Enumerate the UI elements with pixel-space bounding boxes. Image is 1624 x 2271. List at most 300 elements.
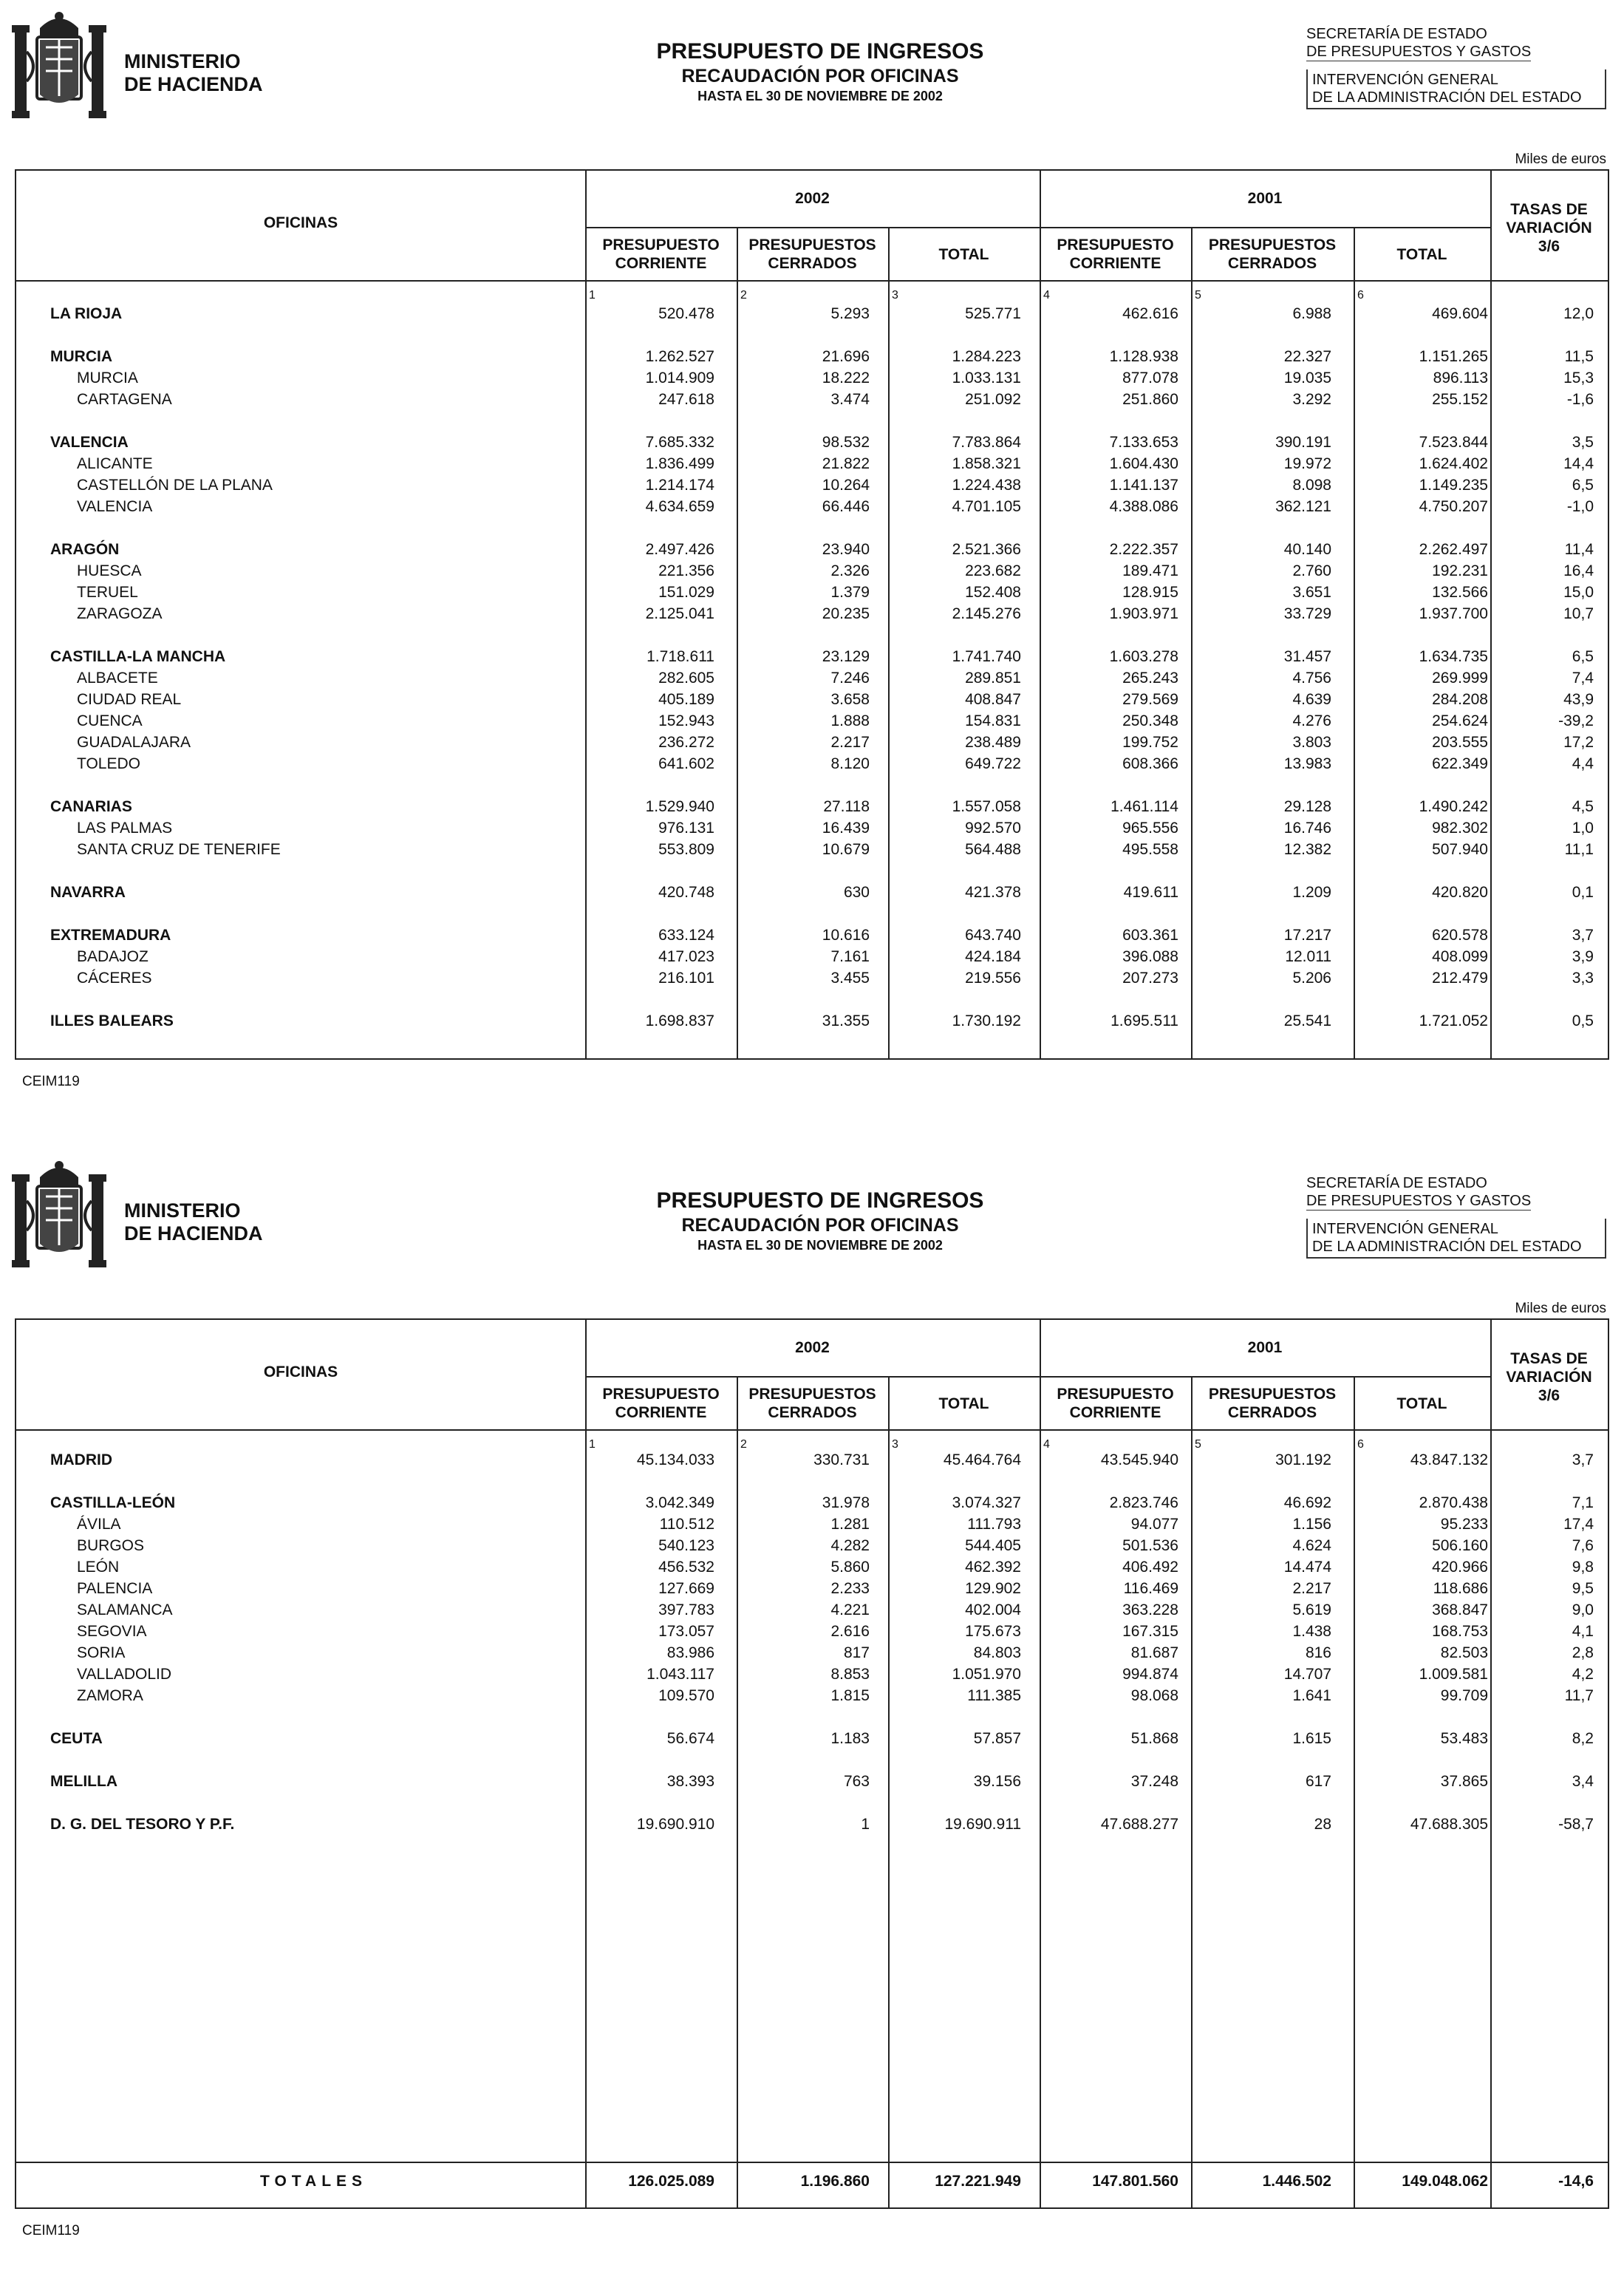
cell-value: 82.503 <box>1440 1644 1488 1661</box>
cell-value: 417.023 <box>658 948 714 965</box>
cell-value: 564.488 <box>965 841 1021 858</box>
cell-value: 110.512 <box>659 1516 714 1533</box>
intervencion-line-1: INTERVENCIÓN GENERAL <box>1312 72 1498 88</box>
row-label: SANTA CRUZ DE TENERIFE <box>77 841 281 858</box>
table-row <box>16 1579 1608 1599</box>
cell-value: 1.224.438 <box>952 477 1021 494</box>
title-sub: RECAUDACIÓN POR OFICINAS <box>681 1215 959 1236</box>
cell-value: 199.752 <box>1122 734 1178 751</box>
revenue-table-2 <box>15 1318 1609 2209</box>
cell-value: 420.748 <box>658 884 714 901</box>
cell-value: 406.492 <box>1122 1559 1178 1576</box>
cell-value: 33.729 <box>1283 605 1331 622</box>
cell-value: 4,2 <box>1572 1666 1594 1683</box>
table-row <box>16 1514 1608 1535</box>
row-label: HUESCA <box>77 562 142 579</box>
row-label: CASTILLA-LA MANCHA <box>50 648 226 665</box>
cell-value: 1.043.117 <box>646 1666 714 1683</box>
cell-value: 1.128.938 <box>1109 348 1178 365</box>
cell-value: 251.860 <box>1122 391 1178 408</box>
header-year-2001: 2001 <box>1247 1339 1283 1356</box>
cell-value: 965.556 <box>1122 820 1178 837</box>
cell-value: 544.405 <box>965 1537 1021 1554</box>
cell-value: 2.616 <box>830 1623 870 1640</box>
cell-value: 1.937.700 <box>1419 605 1488 622</box>
cell-value: 633.124 <box>658 927 714 944</box>
units-label: Miles de euros <box>1515 1301 1606 1316</box>
cell-value: 1.438 <box>1292 1623 1331 1640</box>
cell-value: 19.690.910 <box>636 1816 714 1833</box>
cell-value: 94.077 <box>1130 1516 1178 1533</box>
cell-value: 255.152 <box>1432 391 1488 408</box>
cell-value: 424.184 <box>965 948 1021 965</box>
table-row <box>16 947 1608 967</box>
cell-value: 23.129 <box>822 648 870 665</box>
cell-value: 1.815 <box>830 1687 870 1704</box>
totals-top-line <box>16 2162 1608 2163</box>
cell-value: 4.756 <box>1292 670 1331 687</box>
title-main: PRESUPUESTO DE INGRESOS <box>656 39 984 64</box>
cell-value: 3,4 <box>1572 1773 1594 1790</box>
cell-value: 3.074.327 <box>952 1494 1021 1511</box>
coat-of-arms-icon <box>10 1157 108 1275</box>
col-number: 3 <box>892 1438 898 1451</box>
cell-value: 99.709 <box>1440 1687 1488 1704</box>
header-oficinas: OFICINAS <box>263 214 338 231</box>
header-tasas: TASAS DE VARIACIÓN 3/6 <box>1506 201 1592 255</box>
cell-value: 421.378 <box>965 884 1021 901</box>
cell-value: 420.820 <box>1432 884 1488 901</box>
cell-value: 1.262.527 <box>645 348 714 365</box>
cell-value: 81.687 <box>1130 1644 1178 1661</box>
col-number: 4 <box>1043 289 1050 302</box>
cell-value: 301.192 <box>1275 1451 1331 1468</box>
table-row <box>16 604 1608 624</box>
header-total-2002: TOTAL <box>938 246 989 263</box>
cell-value: 66.446 <box>822 498 870 515</box>
cell-value: 17.217 <box>1283 927 1331 944</box>
table-row <box>16 818 1608 839</box>
table-row <box>16 368 1608 389</box>
row-label: ZAMORA <box>77 1687 143 1704</box>
row-label: VALENCIA <box>77 498 153 515</box>
cell-value: 7.523.844 <box>1419 434 1488 451</box>
table-row <box>16 1664 1608 1685</box>
cell-value: 405.189 <box>658 691 714 708</box>
cell-value: 2.145.276 <box>952 605 1021 622</box>
cell-value: 1.603.278 <box>1109 648 1178 665</box>
header-year-2002: 2002 <box>795 190 830 207</box>
cell-value: -39,2 <box>1558 712 1594 729</box>
table-row <box>16 304 1608 324</box>
cell-value: 4,1 <box>1572 1623 1594 1640</box>
header-pres-cerrados-2001: PRESUPUESTOS CERRADOS <box>1208 236 1337 272</box>
secretaria-label <box>1306 25 1531 61</box>
cell-value: 3,3 <box>1572 970 1594 987</box>
cell-value: 501.536 <box>1122 1537 1178 1554</box>
cell-value: 649.722 <box>965 755 1021 772</box>
header-tasas: TASAS DE VARIACIÓN 3/6 <box>1506 1350 1592 1404</box>
cell-value: 118.686 <box>1433 1580 1488 1597</box>
cell-value: 284.208 <box>1432 691 1488 708</box>
table-row <box>16 1729 1608 1749</box>
table-row <box>16 1686 1608 1706</box>
row-label: CANARIAS <box>50 798 132 815</box>
row-label: MADRID <box>50 1451 112 1468</box>
totals-label: TOTALES <box>260 2173 368 2190</box>
cell-value: 1.156 <box>1292 1516 1331 1533</box>
intervencion-label <box>1306 69 1606 109</box>
cell-value: 39.156 <box>973 1773 1021 1790</box>
cell-value: 28 <box>1314 1816 1331 1833</box>
cell-value: 4.634.659 <box>645 498 714 515</box>
cell-value: 57.857 <box>973 1730 1021 1747</box>
row-label: ÁVILA <box>77 1516 121 1533</box>
cell-value: 19.690.911 <box>944 1816 1021 1833</box>
row-label: ALICANTE <box>77 455 153 472</box>
header-pres-cerrados-2001: PRESUPUESTOS CERRADOS <box>1208 1386 1337 1421</box>
cell-value: 1.209 <box>1292 884 1331 901</box>
cell-value: 98.532 <box>822 434 870 451</box>
ministry-line-1: MINISTERIO <box>124 50 241 72</box>
cell-value: 1.529.940 <box>645 798 714 815</box>
cell-value: 8.853 <box>830 1666 870 1683</box>
cell-value: 27.118 <box>823 798 870 815</box>
table-row <box>16 1771 1608 1792</box>
cell-value: 16,4 <box>1563 562 1594 579</box>
table-row <box>16 582 1608 603</box>
table-row <box>16 882 1608 903</box>
cell-value: 0,5 <box>1572 1012 1594 1029</box>
row-label: BURGOS <box>77 1537 145 1554</box>
cell-value: 16.746 <box>1283 820 1331 837</box>
cell-value: 53.483 <box>1440 1730 1488 1747</box>
cell-value: 617 <box>1305 1773 1331 1790</box>
row-label: VALLADOLID <box>77 1666 171 1683</box>
cell-value: 5.293 <box>830 305 870 322</box>
col-number: 1 <box>589 289 596 302</box>
cell-value: 553.809 <box>658 841 714 858</box>
row-label: MURCIA <box>77 370 138 387</box>
cell-value: 1.149.235 <box>1419 477 1488 494</box>
cell-value: 250.348 <box>1122 712 1178 729</box>
table-row <box>16 1493 1608 1514</box>
cell-value: 168.753 <box>1432 1623 1488 1640</box>
cell-value: 56.674 <box>666 1730 714 1747</box>
cell-value: 6,5 <box>1572 648 1594 665</box>
row-label: EXTREMADURA <box>50 927 171 944</box>
cell-value: 9,0 <box>1572 1601 1594 1618</box>
cell-value: 3,7 <box>1572 927 1594 944</box>
cell-value: 2.760 <box>1292 562 1331 579</box>
revenue-table-1 <box>15 169 1609 1060</box>
cell-value: 31.978 <box>822 1494 870 1511</box>
cell-value: 13.983 <box>1283 755 1331 772</box>
cell-value: 495.558 <box>1122 841 1178 858</box>
cell-value: 603.361 <box>1122 927 1178 944</box>
header-pres-corriente-2001: PRESUPUESTO CORRIENTE <box>1057 1386 1174 1421</box>
title-main: PRESUPUESTO DE INGRESOS <box>656 1188 984 1213</box>
cell-value: 12,0 <box>1563 305 1594 322</box>
totals-row <box>16 2171 1608 2192</box>
cell-value: 129.902 <box>965 1580 1021 1597</box>
header-pres-corriente-2001: PRESUPUESTO CORRIENTE <box>1057 236 1174 272</box>
cell-value: 47.688.305 <box>1410 1816 1488 1833</box>
cell-value: 3.455 <box>830 970 870 987</box>
table-row <box>16 1600 1608 1621</box>
cell-value: 982.302 <box>1432 820 1488 837</box>
cell-value: 21.696 <box>822 348 870 365</box>
cell-value: 1.634.735 <box>1419 648 1488 665</box>
ministry-line-2: DE HACIENDA <box>124 73 263 95</box>
cell-value: 408.099 <box>1432 948 1488 965</box>
cell-value: 175.673 <box>965 1623 1021 1640</box>
cell-value: 20.235 <box>822 605 870 622</box>
secretaria-line-1: SECRETARÍA DE ESTADO <box>1306 26 1487 42</box>
cell-value: 1.718.611 <box>646 648 714 665</box>
cell-value: 4.221 <box>830 1601 870 1618</box>
cell-value: 507.940 <box>1432 841 1488 858</box>
cell-value: 236.272 <box>658 734 714 751</box>
col-number: 6 <box>1357 289 1364 302</box>
cell-value: 1.014.909 <box>645 370 714 387</box>
cell-value: -1,0 <box>1566 498 1594 515</box>
table-row <box>16 1621 1608 1642</box>
row-label: MURCIA <box>50 348 112 365</box>
header-pres-cerrados-2002: PRESUPUESTOS CERRADOS <box>748 1386 876 1421</box>
cell-value: 51.868 <box>1130 1730 1178 1747</box>
row-label: ZARAGOZA <box>77 605 163 622</box>
cell-value: 238.489 <box>965 734 1021 751</box>
cell-value: 282.605 <box>658 670 714 687</box>
table-row <box>16 1536 1608 1556</box>
cell-value: 1.641 <box>1292 1687 1331 1704</box>
row-label: D. G. DEL TESORO Y P.F. <box>50 1816 235 1833</box>
cell-value: 111.385 <box>967 1687 1021 1704</box>
header-pres-corriente-2002: PRESUPUESTO CORRIENTE <box>602 1386 720 1421</box>
header-year-2002: 2002 <box>795 1339 830 1356</box>
cell-value: 1.721.052 <box>1419 1012 1488 1029</box>
row-label: CUENCA <box>77 712 143 729</box>
cell-value: 151.029 <box>658 584 714 601</box>
cell-value: 1.379 <box>830 584 870 601</box>
cell-value: 2.521.366 <box>952 541 1021 558</box>
cell-value: 3.803 <box>1292 734 1331 751</box>
cell-value: 14.707 <box>1283 1666 1331 1683</box>
cell-value: 2.823.746 <box>1109 1494 1178 1511</box>
cell-value: 3.651 <box>1292 584 1331 601</box>
cell-value: 251.092 <box>965 391 1021 408</box>
cell-value: 95.233 <box>1440 1516 1488 1533</box>
cell-value: 817 <box>843 1644 870 1661</box>
cell-value: 363.228 <box>1122 1601 1178 1618</box>
cell-value: 265.243 <box>1122 670 1178 687</box>
header-total-2001: TOTAL <box>1396 1395 1447 1412</box>
cell-value: 149.048.062 <box>1402 2173 1488 2190</box>
report-title <box>576 1188 1064 1254</box>
cell-value: 10.679 <box>822 841 870 858</box>
cell-value: 330.731 <box>813 1451 870 1468</box>
header-divider <box>585 227 1490 228</box>
intervencion-line-1: INTERVENCIÓN GENERAL <box>1312 1221 1498 1237</box>
cell-value: 154.831 <box>965 712 1021 729</box>
table-row <box>16 1643 1608 1664</box>
cell-value: 4.639 <box>1292 691 1331 708</box>
cell-value: 10.264 <box>822 477 870 494</box>
cell-value: 525.771 <box>965 305 1021 322</box>
cell-value: 469.604 <box>1432 305 1488 322</box>
title-date: HASTA EL 30 DE NOVIEMBRE DE 2002 <box>697 89 943 103</box>
secretaria-line-1: SECRETARÍA DE ESTADO <box>1306 1175 1487 1191</box>
cell-value: 12.382 <box>1283 841 1331 858</box>
table-row <box>16 389 1608 410</box>
cell-value: 1.695.511 <box>1110 1012 1178 1029</box>
cell-value: 3.292 <box>1292 391 1331 408</box>
cell-value: 127.221.949 <box>935 2173 1021 2190</box>
cell-value: 1.284.223 <box>952 348 1021 365</box>
cell-value: 1.836.499 <box>645 455 714 472</box>
cell-value: 23.940 <box>822 541 870 558</box>
cell-value: 84.803 <box>973 1644 1021 1661</box>
ministry-line-2: DE HACIENDA <box>124 1222 263 1245</box>
cell-value: 1.141.137 <box>1109 477 1178 494</box>
cell-value: 7,4 <box>1572 670 1594 687</box>
table-row <box>16 1814 1608 1835</box>
cell-value: 622.349 <box>1432 755 1488 772</box>
table-row <box>16 497 1608 517</box>
col-number: 2 <box>740 289 747 302</box>
cell-value: 38.393 <box>666 1773 714 1790</box>
cell-value: 19.972 <box>1283 455 1331 472</box>
row-label: LA RIOJA <box>50 305 123 322</box>
cell-value: 1.196.860 <box>800 2173 870 2190</box>
cell-value: 43,9 <box>1563 691 1594 708</box>
table-row <box>16 647 1608 667</box>
row-label: TOLEDO <box>77 755 140 772</box>
cell-value: 2.326 <box>830 562 870 579</box>
cell-value: 126.025.089 <box>628 2173 714 2190</box>
cell-value: 8.120 <box>830 755 870 772</box>
cell-value: 4.282 <box>830 1537 870 1554</box>
cell-value: 147.801.560 <box>1092 2173 1178 2190</box>
cell-value: 1.557.058 <box>952 798 1021 815</box>
header-total-2002: TOTAL <box>938 1395 989 1412</box>
cell-value: 1 <box>861 1816 870 1833</box>
row-label: ARAGÓN <box>50 541 120 558</box>
cell-value: 7,1 <box>1572 1494 1594 1511</box>
cell-value: 608.366 <box>1122 755 1178 772</box>
cell-value: 2.217 <box>1292 1580 1331 1597</box>
cell-value: 3,5 <box>1572 434 1594 451</box>
row-label: ALBACETE <box>77 670 158 687</box>
cell-value: 127.669 <box>658 1580 714 1597</box>
cell-value: 1.624.402 <box>1419 455 1488 472</box>
cell-value: 9,8 <box>1572 1559 1594 1576</box>
cell-value: 269.999 <box>1432 670 1488 687</box>
report-page-2 <box>0 1149 1624 2271</box>
row-label: GUADALAJARA <box>77 734 191 751</box>
footer-code: CEIM119 <box>22 2223 80 2238</box>
cell-value: 109.570 <box>658 1687 714 1704</box>
cell-value: 2,8 <box>1572 1644 1594 1661</box>
cell-value: 1.490.242 <box>1419 798 1488 815</box>
cell-value: 4.388.086 <box>1109 498 1178 515</box>
cell-value: 29.128 <box>1283 798 1331 815</box>
cell-value: 12.011 <box>1285 948 1331 965</box>
row-label: CARTAGENA <box>77 391 172 408</box>
secretaria-line-2: DE PRESUPUESTOS Y GASTOS <box>1306 1193 1532 1209</box>
cell-value: 189.471 <box>1122 562 1178 579</box>
header-pres-cerrados-2002: PRESUPUESTOS CERRADOS <box>748 236 876 272</box>
cell-value: 152.408 <box>965 584 1021 601</box>
cell-value: 1.604.430 <box>1109 455 1178 472</box>
cell-value: 877.078 <box>1122 370 1178 387</box>
cell-value: 4,5 <box>1572 798 1594 815</box>
ministry-name <box>124 50 263 96</box>
cell-value: 247.618 <box>658 391 714 408</box>
cell-value: 7.783.864 <box>952 434 1021 451</box>
cell-value: 40.140 <box>1283 541 1331 558</box>
cell-value: 976.131 <box>658 820 714 837</box>
cell-value: 83.986 <box>666 1644 714 1661</box>
header-bottom-line <box>16 1429 1608 1431</box>
header-total-2001: TOTAL <box>1396 246 1447 263</box>
cell-value: 8.098 <box>1292 477 1331 494</box>
cell-value: 11,4 <box>1564 541 1594 558</box>
table-row <box>16 539 1608 560</box>
cell-value: 7.161 <box>830 948 870 965</box>
cell-value: 15,0 <box>1563 584 1594 601</box>
cell-value: 11,5 <box>1564 348 1594 365</box>
cell-value: 15,3 <box>1563 370 1594 387</box>
cell-value: 1.858.321 <box>952 455 1021 472</box>
cell-value: 11,7 <box>1564 1687 1594 1704</box>
cell-value: 37.865 <box>1440 1773 1488 1790</box>
header-bottom-line <box>16 280 1608 282</box>
cell-value: 4.276 <box>1292 712 1331 729</box>
cell-value: 5.206 <box>1292 970 1331 987</box>
header-year-2001: 2001 <box>1247 190 1283 207</box>
cell-value: 540.123 <box>658 1537 714 1554</box>
cell-value: 47.688.277 <box>1100 1816 1178 1833</box>
cell-value: 396.088 <box>1122 948 1178 965</box>
header-oficinas: OFICINAS <box>263 1363 338 1380</box>
cell-value: 46.692 <box>1283 1494 1331 1511</box>
ministry-line-1: MINISTERIO <box>124 1199 241 1222</box>
cell-value: 111.793 <box>967 1516 1021 1533</box>
cell-value: 223.682 <box>965 562 1021 579</box>
row-label: BADAJOZ <box>77 948 149 965</box>
table-row <box>16 840 1608 860</box>
cell-value: 219.556 <box>965 970 1021 987</box>
row-label: CASTELLÓN DE LA PLANA <box>77 477 273 494</box>
cell-value: 9,5 <box>1572 1580 1594 1597</box>
cell-value: 11,1 <box>1564 841 1594 858</box>
table-row <box>16 925 1608 946</box>
cell-value: 816 <box>1305 1644 1331 1661</box>
title-sub: RECAUDACIÓN POR OFICINAS <box>681 66 959 86</box>
row-label: NAVARRA <box>50 884 126 901</box>
intervencion-label <box>1306 1219 1606 1259</box>
cell-value: 420.966 <box>1432 1559 1488 1576</box>
cell-value: 2.125.041 <box>645 605 714 622</box>
cell-value: 6,5 <box>1572 477 1594 494</box>
col-number: 4 <box>1043 1438 1050 1451</box>
table-row <box>16 347 1608 367</box>
cell-value: 14.474 <box>1283 1559 1331 1576</box>
intervencion-line-2: DE LA ADMINISTRACIÓN DEL ESTADO <box>1312 89 1582 106</box>
cell-value: 221.356 <box>658 562 714 579</box>
